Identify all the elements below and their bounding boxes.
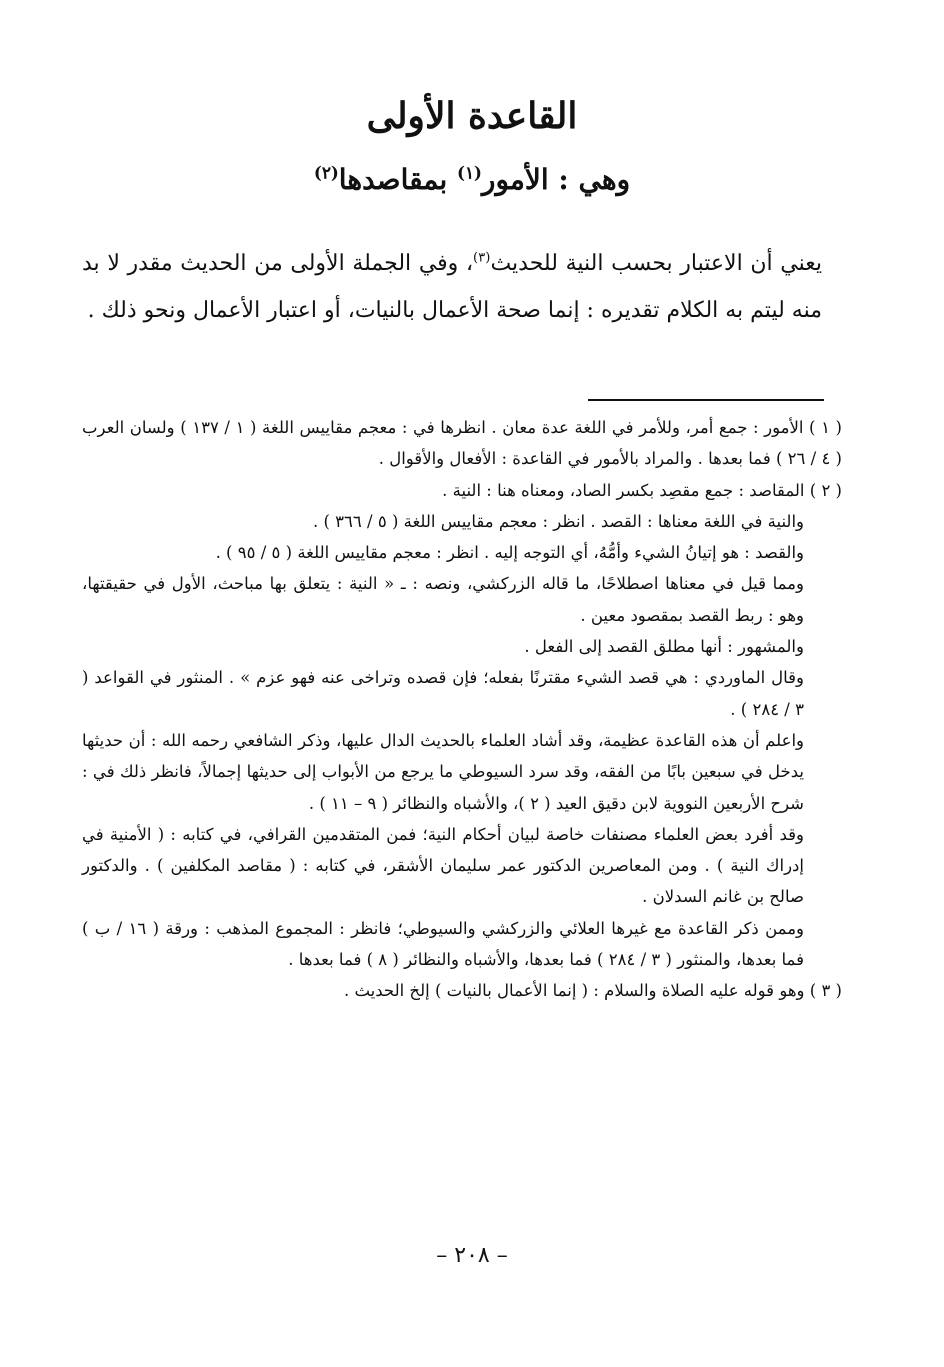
- footnote-ref-3: (٣): [473, 250, 491, 266]
- footnotes-section: [82, 412, 842, 1007]
- footnote-2-paragraph-1: والنية في اللغة معناها : القصد . انظر : معجم مقاييس اللغة ( ٥ / ٣٦٦ ) .: [313, 511, 804, 531]
- footnote-2-paragraph-4: والمشهور : أنها مطلق القصد إلى الفعل .: [524, 637, 804, 657]
- main-paragraph-start: يعني أن الاعتبار بحسب النية للحديث: [490, 251, 822, 276]
- footnote-1: ( ١ ) الأمور : جمع أمر، وللأمر في اللغة عدة معان . انظرها في : معجم مقاييس اللغة ( ١ / ١٣٧ ) ولسان العرب ( ٤ / ٢٦ ) فما بعدها . والمراد بالأمور في القاعدة : الأفعال والأقوال .: [82, 418, 842, 469]
- footnote-2: ( ٢ ) المقاصد : جمع مقصِد بكسر الصاد، ومعناه هنا : النية .: [442, 480, 842, 500]
- footnote-2-paragraph-6: واعلم أن هذه القاعدة عظيمة، وقد أشاد العلماء بالحديث الدال عليها، وذكر الشافعي رحمه الله : أن حديثها يدخل في سبعين بابًا من الفقه، وقد سرد السيوطي ما يرجع من الأبواب إلى حديثها إجمالاً، فانظر ذلك في : شرح الأربعين النووية لابن دقيق العيد ( ٢ )، والأشباه والنظائر ( ٩ – ١١ ) .: [82, 730, 804, 813]
- footnote-2-paragraph-3: ومما قيل في معناها اصطلاحًا، ما قاله الزركشي، ونصه : ـ « النية : يتعلق بها مباحث، الأول في حقيقتها، وهو : ربط القصد بمقصود معين .: [82, 574, 804, 625]
- main-paragraph-end: ، وفي الجملة الأولى من الحديث مقدر لا بد منه ليتم به الكلام تقديره : إنما صحة الأعمال بالنيات، أو اعتبار الأعمال ونحو ذلك .: [82, 251, 822, 323]
- footnote-2-paragraph-2: والقصد : هو إتيانُ الشيء وأمُّهُ، أي التوجه إليه . انظر : معجم مقاييس اللغة ( ٥ / ٩٥ ) .: [215, 543, 804, 563]
- footnote-3: ( ٣ ) وهو قوله عليه الصلاة والسلام : ( إنما الأعمال بالنيات ) إلخ الحديث .: [343, 981, 842, 1001]
- chapter-subtitle: [0, 160, 944, 200]
- footnote-2-paragraph-8: وممن ذكر القاعدة مع غيرها العلائي والزركشي والسيوطي؛ فانظر : المجموع المذهب : ورقة ( ١٦ / ب ) فما بعدها، والمنثور ( ٣ / ٢٨٤ ) فما بعدها، والأشباه والنظائر ( ٨ ) فما بعدها .: [82, 918, 804, 970]
- footnote-2-paragraph-5: وقال الماوردي : هي قصد الشيء مقترنًا بفعله؛ فإن قصده وتراخى عنه فهو عزم » . المنثور في القواعد ( ٣ / ٢٨٤ ) .: [82, 668, 804, 719]
- footnote-ref-1: (١): [457, 162, 482, 183]
- subtitle-text-start: وهي : الأمور: [481, 163, 631, 196]
- footnote-2-paragraph-7: وقد أفرد بعض العلماء مصنفات خاصة لبيان أحكام النية؛ فمن المتقدمين القرافي، في كتابه : ( الأمنية في إدراك النية ) . ومن المعاصرين الدكتور عمر سليمان الأشقر، في كتابه : ( مقاصد المكلفين ) . والدكتور صالح بن غانم السدلان .: [82, 824, 804, 907]
- subtitle-text-end: بمقاصدها: [338, 163, 457, 196]
- main-paragraph: [82, 240, 822, 334]
- page-number: – ٢٠٨ –: [436, 1243, 508, 1268]
- footnote-separator: [588, 399, 824, 401]
- chapter-title: القاعدة الأولى: [366, 95, 578, 137]
- footnote-ref-2: (٢): [313, 162, 339, 183]
